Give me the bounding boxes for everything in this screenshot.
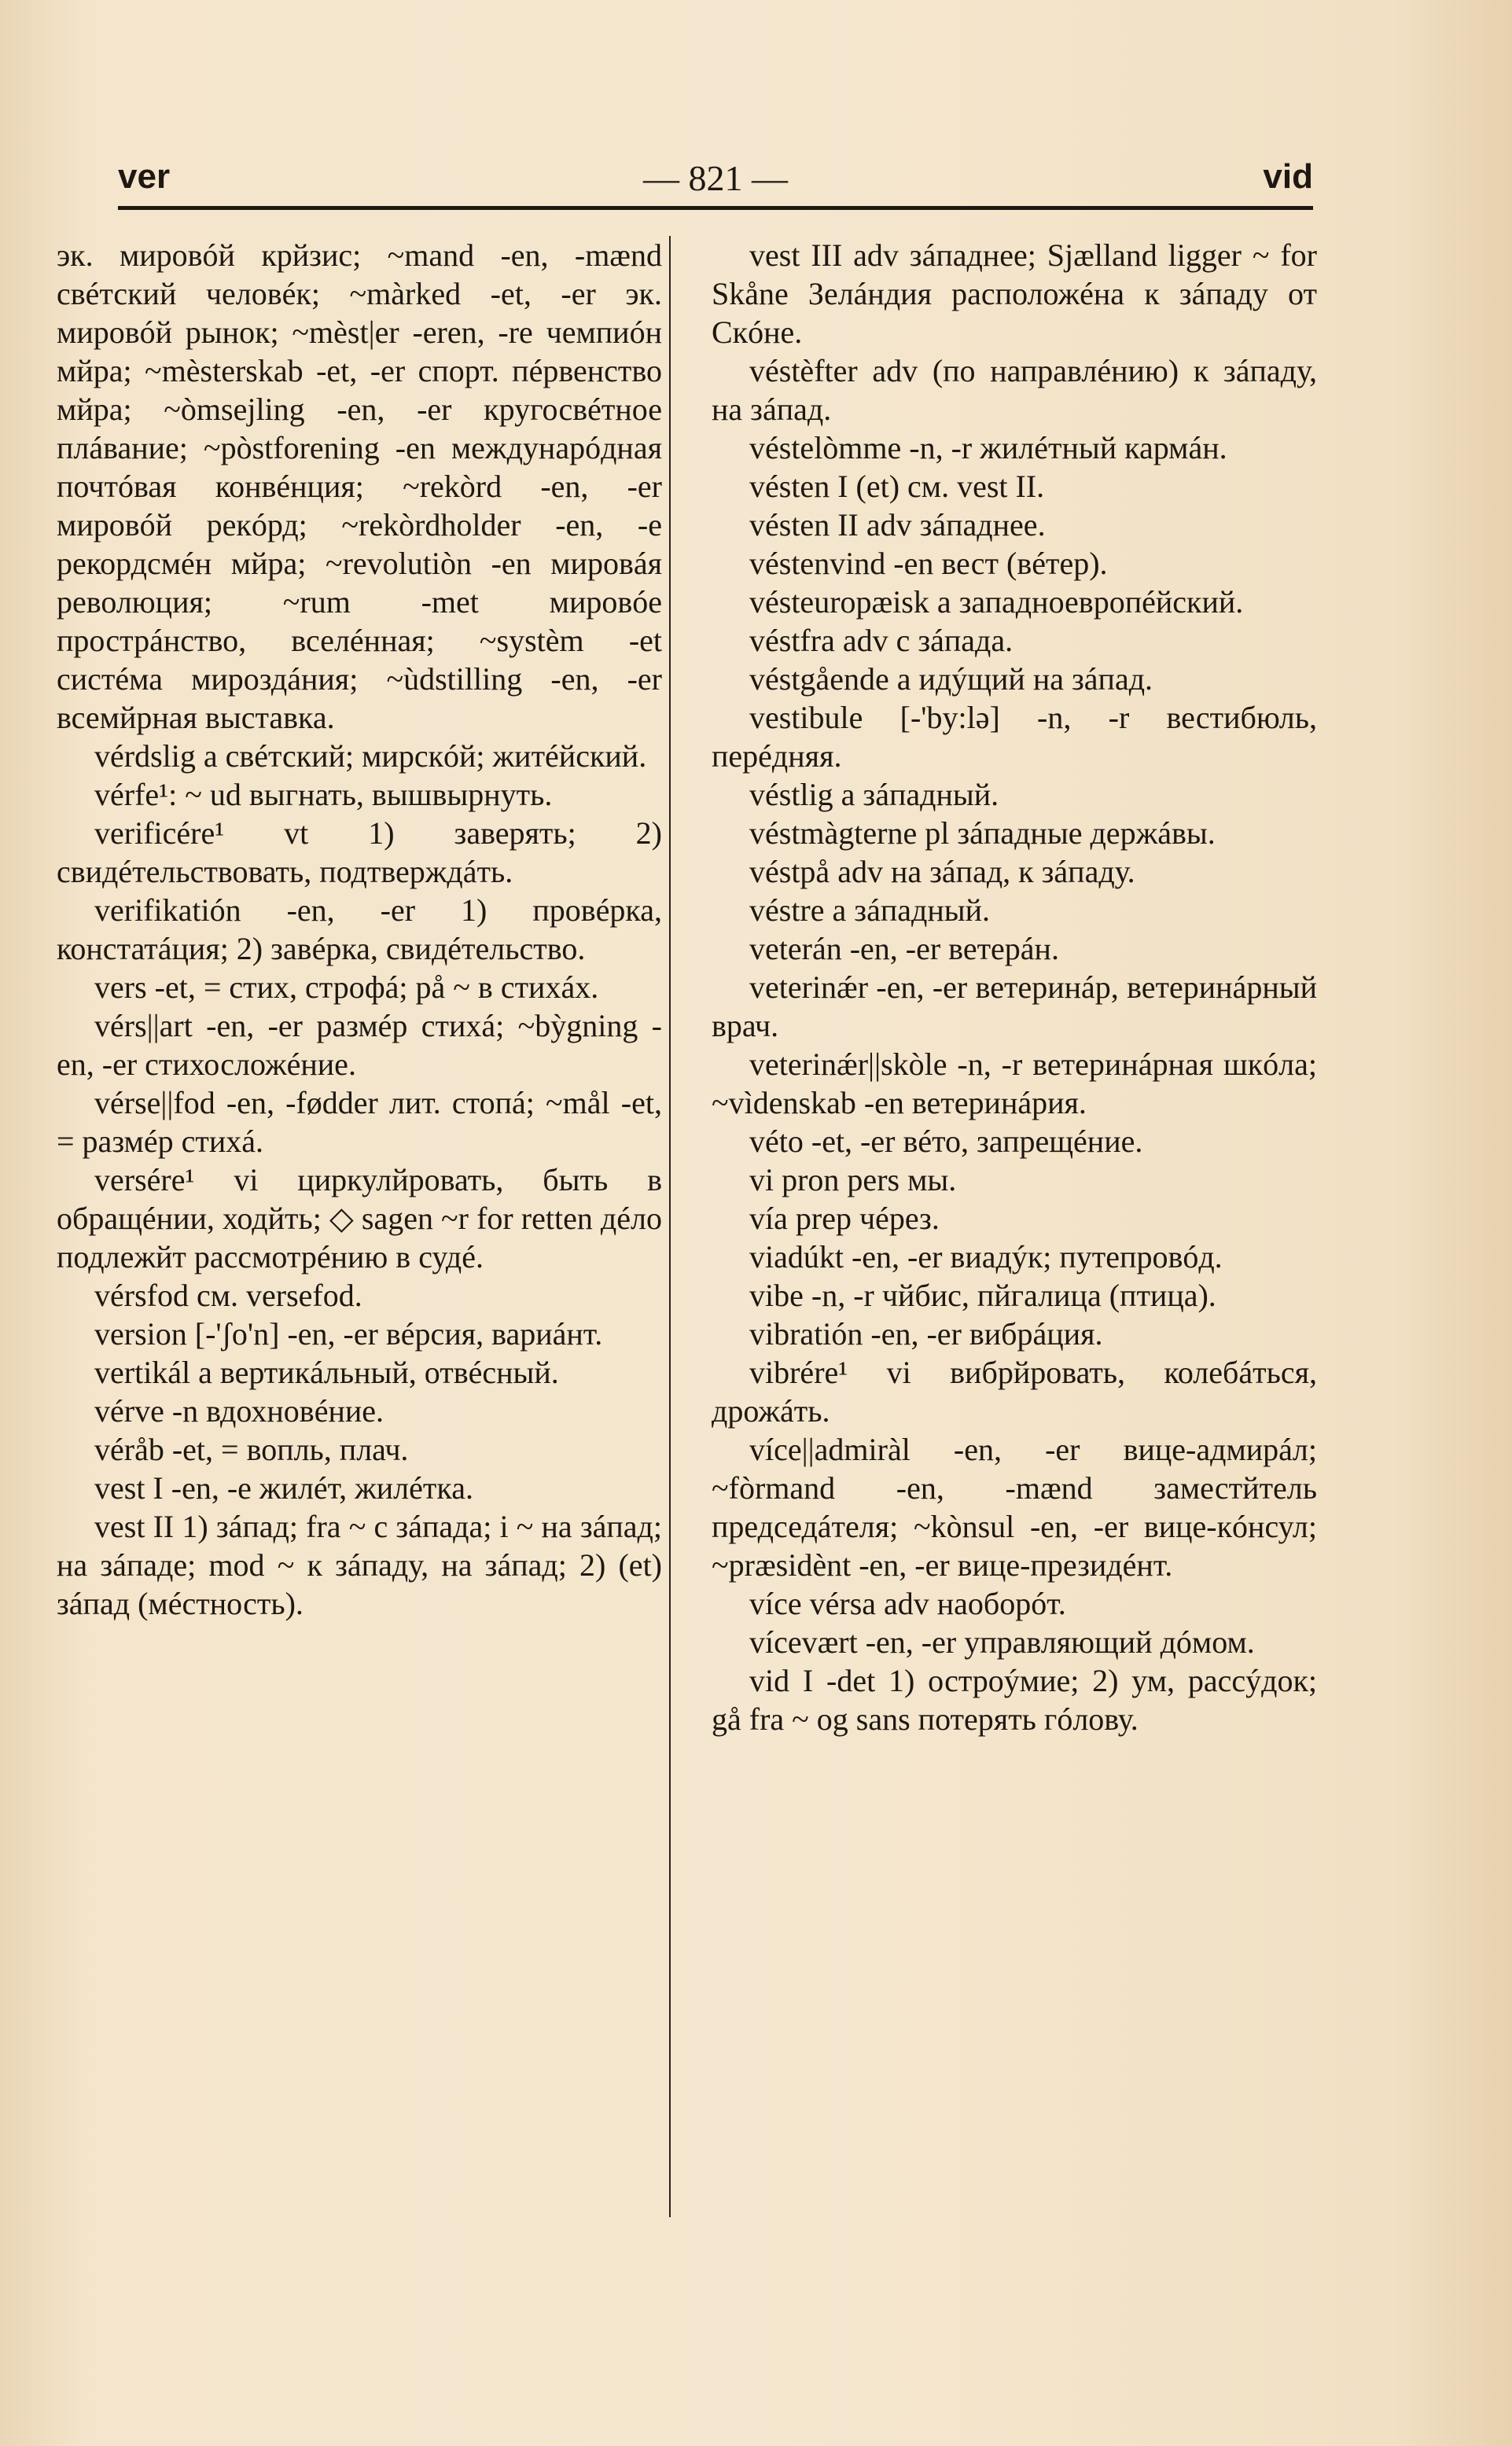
dictionary-entry: vest III adv зáпаднее; Sjælland ligger ~ for Skåne Зелáндия расположéна к зáпаду от Скóне. bbox=[712, 237, 1317, 350]
dictionary-entry: véstmàgterne pl зáпадные держáвы. bbox=[749, 815, 1216, 851]
dictionary-entry: vérse||fod -en, -fødder лит. стопá; ~mål -et, = размéр стихá. bbox=[57, 1085, 662, 1159]
dictionary-entry: эк. мировóй крйзис; ~mand -en, -mænd свéтский человéк; ~màrked -et, -er эк. мировóй рынок; ~mèst|er -eren, -re чемпиóн мйра; ~mèsterskab -et, -er спорт. пéрвенство мйра; ~òmsejling -en, -er кругосвéтное плáвание; ~pòstforening -en междунарóдная почтóвая конвéнция; ~rekòrd -en, -er мировóй рекóрд; ~rekòrdholder -en, -e рекордсмéн мйра; ~revolutiòn -en мировáя революция; ~rum -met мировóе прострáнство, вселéнная; ~systèm -et систéма мироздáния; ~ùdstilling -en, -er всемйрная выставка. bbox=[57, 237, 662, 735]
dictionary-entry: verificére¹ vt 1) заверять; 2) свидéтельствовать, подтверждáть. bbox=[57, 815, 662, 889]
dictionary-entry: viadúkt -en, -er виадýк; путепровóд. bbox=[749, 1239, 1223, 1274]
dictionary-entry: vía prep чéрез. bbox=[749, 1201, 940, 1236]
dictionary-entry: více||admiràl -en, -er вице-адмирáл; ~fòrmand -en, -mænd заместйтель председáтеля; ~kònsul -en, -er вице-кóнсул; ~præsidènt -en, -er вице-президéнт. bbox=[712, 1432, 1317, 1583]
dictionary-entry: véstenvind -en вест (вéтер). bbox=[749, 546, 1108, 581]
right-column bbox=[712, 236, 1317, 1738]
dictionary-entry: vérs||art -en, -er размéр стихá; ~bỳgning -en, -er стихосложéние. bbox=[57, 1008, 662, 1082]
dictionary-entry: vérsfod см. versefod. bbox=[94, 1278, 362, 1313]
dictionary-entry: vid I -det 1) остроýмие; 2) ум, рассýдок; gå fra ~ og sans потерять гóлову. bbox=[712, 1663, 1317, 1737]
dictionary-entry: véstpå adv на зáпад, к зáпаду. bbox=[749, 854, 1135, 889]
dictionary-entry: vésten II adv зáпаднее. bbox=[749, 507, 1046, 543]
dictionary-entry: více vérsa adv наоборóт. bbox=[749, 1586, 1066, 1621]
dictionary-entry: véstre a зáпадный. bbox=[749, 892, 991, 928]
dictionary-entry: véstfra adv с зáпада. bbox=[749, 623, 1014, 658]
dictionary-entry: vérve -n вдохновéние. bbox=[94, 1393, 384, 1429]
dictionary-entry: vibratión -en, -er вибрáция. bbox=[749, 1316, 1103, 1352]
page-header bbox=[118, 149, 1313, 212]
dictionary-entry: vícevært -en, -er управляющий дóмом. bbox=[749, 1624, 1255, 1660]
header-right-guide-word: vid bbox=[1263, 157, 1313, 196]
dictionary-entry: veterinǽr||skòle -n, -r ветеринáрная шкóла; ~vìdenskab -en ветеринáрия. bbox=[712, 1046, 1317, 1120]
dictionary-entry: vestibule [-'by:lə] -n, -r вестибюль, перéдняя. bbox=[712, 700, 1317, 774]
header-left-guide-word: ver bbox=[118, 157, 171, 196]
dictionary-entry: vibe -n, -r чйбис, пйгалица (птица). bbox=[749, 1278, 1216, 1313]
dictionary-entry: vibrére¹ vi вибрйровать, колебáться, дрожáть. bbox=[712, 1355, 1317, 1429]
left-column bbox=[57, 236, 662, 1623]
header-rule bbox=[118, 206, 1313, 210]
dictionary-entry: véråb -et, = вопль, плач. bbox=[94, 1432, 409, 1467]
dictionary-entry: vérfe¹: ~ ud выгнать, вышвырнуть. bbox=[94, 777, 553, 812]
dictionary-entry: véto -et, -er вéто, запрещéние. bbox=[749, 1124, 1143, 1159]
dictionary-entry: versére¹ vi циркулйровать, быть в обращéнии, ходйть; ◇ sagen ~r for retten дéло подлежйт рассмотрéнию в судé. bbox=[57, 1162, 662, 1274]
dictionary-entry: véstlig a зáпадный. bbox=[749, 777, 999, 812]
dictionary-entry: vers -et, = стих, строфá; på ~ в стихáх. bbox=[94, 969, 599, 1005]
dictionary-entry: verifikatión -en, -er 1) провéрка, констатáция; 2) завéрка, свидéтельство. bbox=[57, 892, 662, 966]
dictionary-entry: vésteuropæisk a западноевропéйский. bbox=[749, 584, 1244, 620]
page-number: — 821 — bbox=[643, 158, 788, 198]
column-divider bbox=[669, 236, 671, 2217]
dictionary-entry: version [-'ʃo'n] -en, -er вéрсия, вариáнт. bbox=[94, 1316, 603, 1352]
dictionary-entry: vérdslig a свéтский; мирскóй; житéйский. bbox=[94, 738, 647, 774]
dictionary-entry: veterinǽr -en, -er ветеринáр, ветеринáрный врач. bbox=[712, 969, 1317, 1043]
dictionary-entry: vest I -en, -e жилéт, жилéтка. bbox=[94, 1470, 473, 1506]
dictionary-entry: véstgående a идýщий на зáпад. bbox=[749, 661, 1153, 697]
dictionary-entry: vertikál a вертикáльный, отвéсный. bbox=[94, 1355, 559, 1390]
dictionary-entry: veterán -en, -er ветерáн. bbox=[749, 931, 1059, 966]
dictionary-entry: vest II 1) зáпад; fra ~ с зáпада; i ~ на зáпад; на зáпаде; mod ~ к зáпаду, на зáпад; 2) (et) зáпад (мéстность). bbox=[57, 1509, 662, 1621]
dictionary-entry: vi pron pers мы. bbox=[749, 1162, 957, 1197]
dictionary-entry: véstèfter adv (по направлéнию) к зáпаду, на зáпад. bbox=[712, 353, 1317, 427]
dictionary-entry: véstelòmme -n, -r жилéтный кармáн. bbox=[749, 430, 1227, 465]
dictionary-entry: vésten I (et) см. vest II. bbox=[749, 469, 1045, 504]
